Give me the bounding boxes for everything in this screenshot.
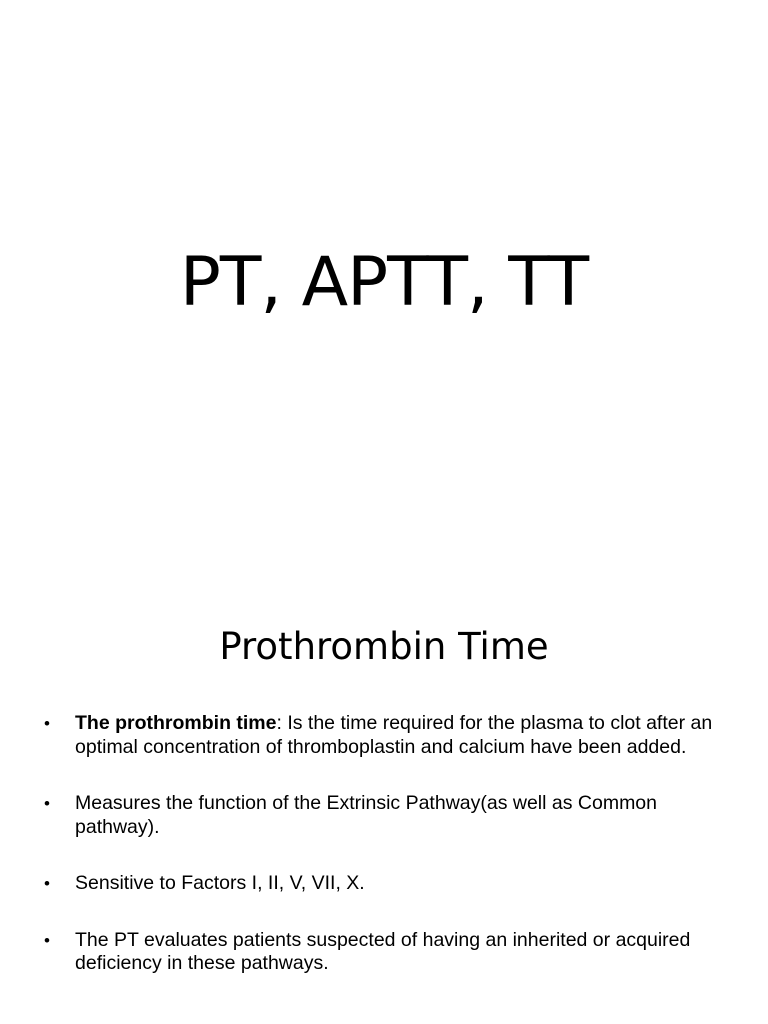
bullet-text: The PT evaluates patients suspected of having an inherited or acquired deficiency in these pathways. — [75, 928, 691, 974]
bullet-bold-term: The prothrombin time — [75, 712, 277, 734]
bullet-item-prothrombin-definition — [0, 712, 768, 759]
slide-title: PT, APTT, TT — [179, 243, 589, 322]
bullet-list — [0, 712, 768, 976]
bullet-icon: • — [44, 794, 50, 813]
bullet-item-pt-evaluation — [0, 929, 768, 976]
bullet-icon: • — [44, 930, 50, 950]
section-heading: Prothrombin Time — [219, 625, 549, 668]
bullet-text: Measures the function of the Extrinsic Pathway(as well as Common pathway). — [75, 792, 658, 838]
bullet-text: Sensitive to Factors I, II, V, VII, X. — [75, 872, 365, 894]
bullet-item-sensitive-factors — [0, 872, 768, 896]
bullet-item-extrinsic-pathway — [0, 792, 768, 839]
bullet-icon: • — [44, 874, 50, 893]
bullet-text: : Is the time required for the plasma to clot after an optimal concentration of thromboplastin and calcium have been added. — [75, 712, 713, 758]
bullet-icon: • — [44, 714, 50, 733]
